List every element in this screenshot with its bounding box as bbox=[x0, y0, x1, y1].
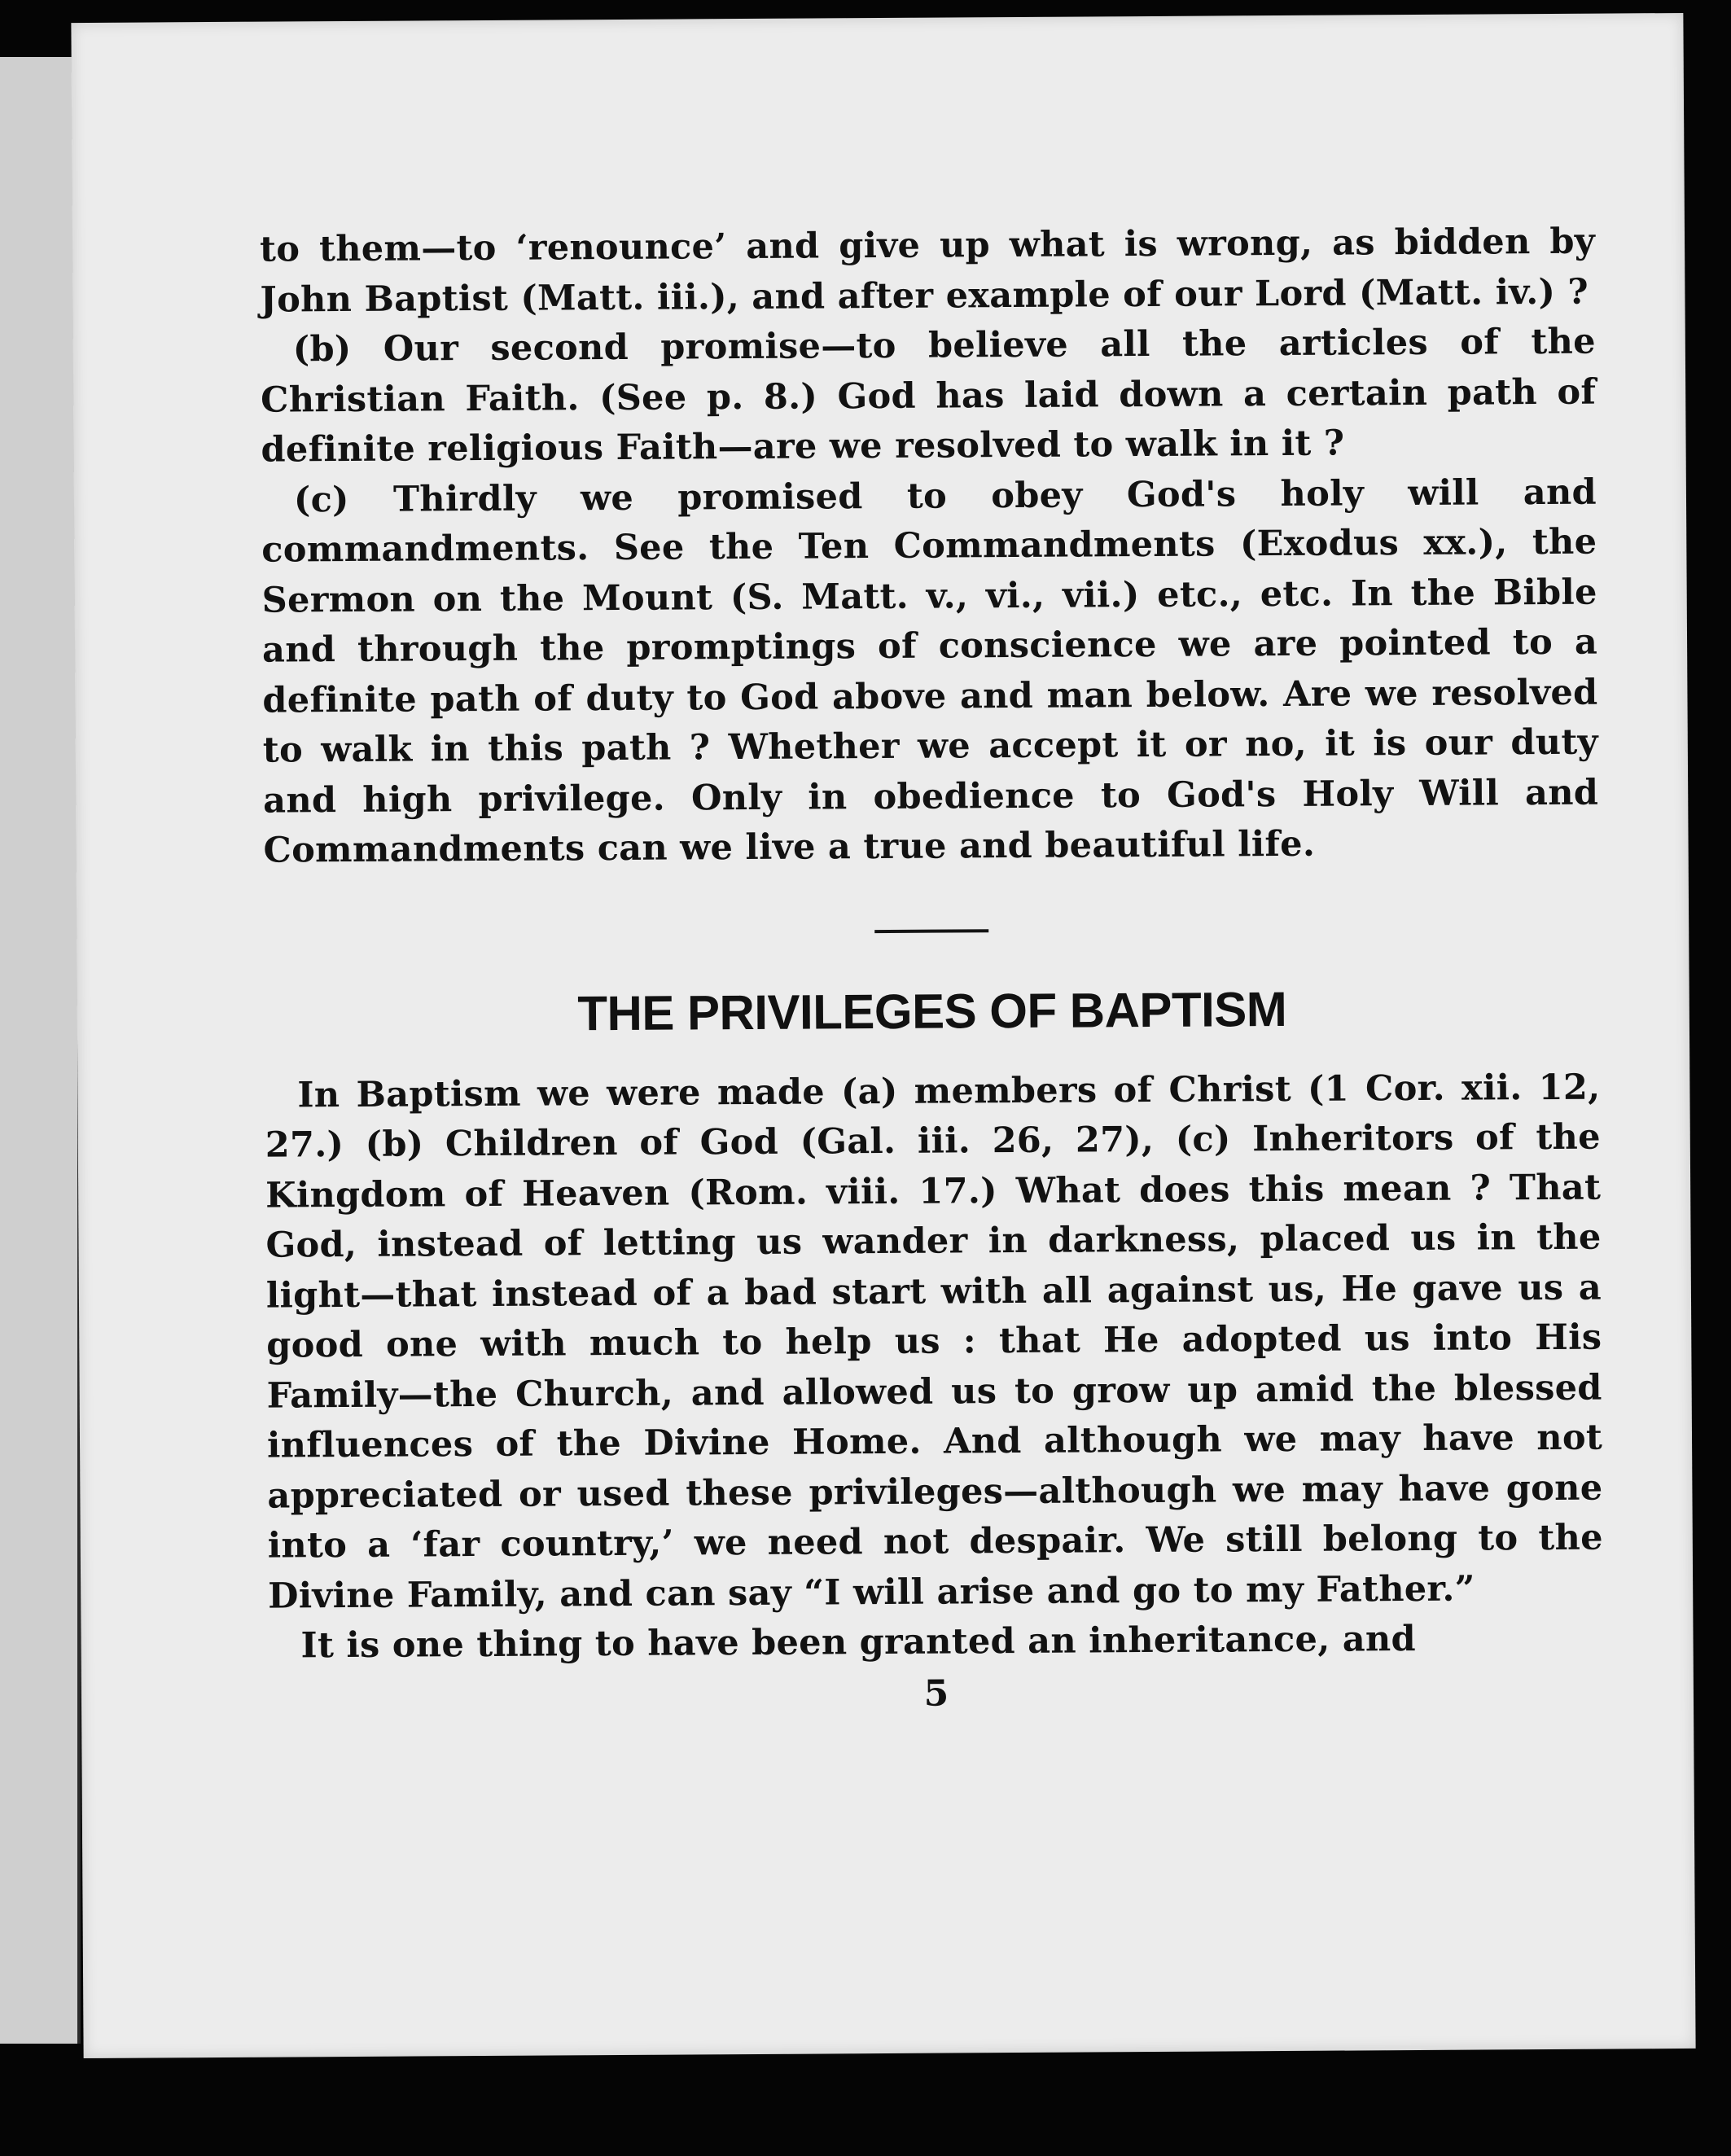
section-divider bbox=[874, 929, 988, 933]
paragraph-second-promise: (b) Our second promise—to believe all the articles of the Christian Faith. (See p. 8.) God has laid down a certain path of definite religious Faith—are we resolved to walk in it ? bbox=[261, 321, 1597, 471]
book-page bbox=[71, 13, 1695, 2058]
left-page-edge bbox=[0, 57, 81, 2044]
paragraph-inheritance: It is one thing to have been granted an inheritance, and bbox=[300, 1619, 1417, 1667]
page-content bbox=[260, 217, 1604, 1718]
page-number: 5 bbox=[923, 1672, 949, 1715]
paragraph-third-promise: (c) Thirdly we promised to obey God's holy will and commandments. See the Ten Commandments (Exodus xx.), the Sermon on the Mount (S. Matt. v., vi., vii.) etc., etc. In the Bible and through the promptings of conscience we are pointed to a definite path of duty to God above and man below. Are we resolved to walk in this path ? Whether we accept it or no, it is our duty and high privilege. Only in obedience to God's Holy Will and Commandments can we live a true and beautiful life. bbox=[261, 471, 1599, 871]
section-heading: THE PRIVILEGES OF BAPTISM bbox=[577, 981, 1287, 1041]
paragraph-privileges: In Baptism we were made (a) members of Christ (1 Cor. xii. 12, 27.) (b) Children of God (Gal. iii. 26, 27), (c) Inheritors of the Kingdom of Heaven (Rom. viii. 17.) What does this mean ? That God, instead of letting us wander in darkness, placed us in the light—that instead of a bad start with all against us, He gave us a good one with much to help us : that He adopted us into His Family—the Church, and allowed us to grow up amid the blessed influences of the Divine Home. And although we may have not appreciated or used these privileges—although we may have gone into a ‘far country,’ we need not despair. We still belong to the Divine Family, and can say “I will arise and go to my Father.” bbox=[265, 1067, 1603, 1617]
paragraph-continuation: to them—to ‘renounce’ and give up what is wrong, as bidden by John Baptist (Matt. iii.), and after example of our Lord (Matt. iv.) ? bbox=[259, 221, 1596, 321]
